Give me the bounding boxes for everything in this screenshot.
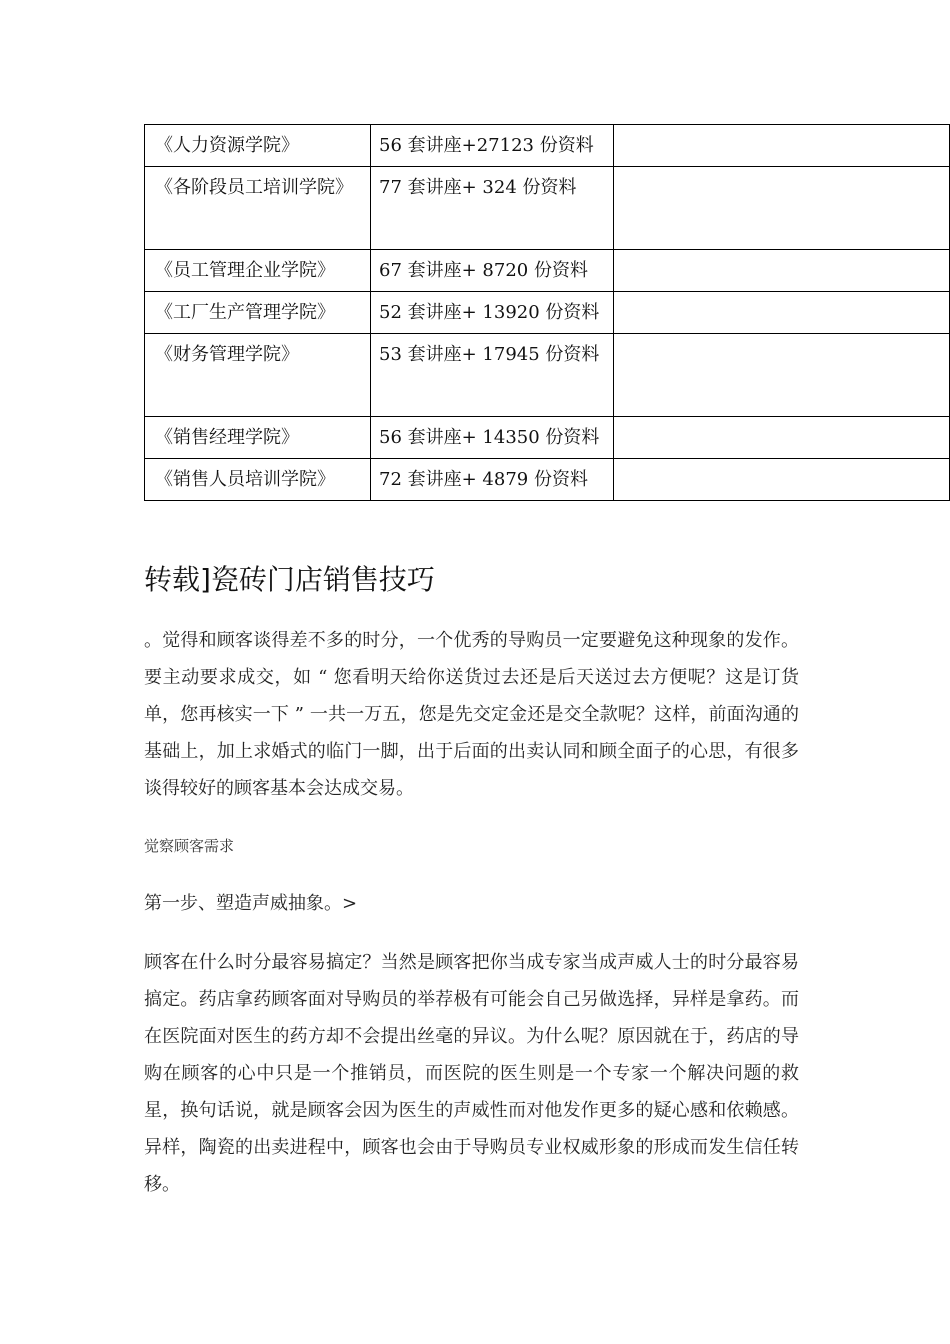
table-row [145, 334, 950, 417]
table-row [145, 167, 950, 250]
section-label: 觉察顾客需求 [144, 837, 235, 855]
course-name-cell: 《人力资源学院》 [145, 125, 371, 167]
course-extra-cell [614, 417, 950, 459]
course-detail-cell: 67 套讲座+ 8720 份资料 [371, 250, 614, 292]
course-detail-cell: 56 套讲座+ 14350 份资料 [371, 417, 614, 459]
table-row [145, 125, 950, 167]
course-extra-cell [614, 459, 950, 501]
article-paragraph-authority: 顾客在什么时分最容易搞定？当然是顾客把你当成专家当成声威人士的时分最容易搞定。药店拿药顾客面对导购员的举荐极有可能会自己另做选择，异样是拿药。而在医院面对医生的药方却不会提出丝毫的异议。为什么呢？原因就在于，药店的导购在顾客的心中只是一个推销员，而医院的医生则是一个专家一个解决问题的救星，换句话说，就是顾客会因为医生的声威性而对他发作更多的疑心感和依赖感。异样，陶瓷的出卖进程中，顾客也会由于导购员专业权威形象的形成而发生信任转移。 [144, 952, 799, 1195]
step-heading: 第一步、塑造声威抽象。> [144, 893, 358, 914]
course-detail-cell: 77 套讲座+ 324 份资料 [371, 167, 614, 250]
course-detail-cell: 56 套讲座+27123 份资料 [371, 125, 614, 167]
table-row [145, 459, 950, 501]
article-title: 转载]瓷砖门店销售技巧 [144, 563, 435, 596]
course-name-cell: 《各阶段员工培训学院》 [145, 167, 371, 250]
course-extra-cell [614, 250, 950, 292]
course-extra-cell [614, 334, 950, 417]
course-detail-cell: 53 套讲座+ 17945 份资料 [371, 334, 614, 417]
course-detail-cell: 72 套讲座+ 4879 份资料 [371, 459, 614, 501]
course-extra-cell [614, 167, 950, 250]
table-row [145, 250, 950, 292]
article-paragraph-closing: 。觉得和顾客谈得差不多的时分，一个优秀的导购员一定要避免这种现象的发作。要主动要求成交，如 “ 您看明天给你送货过去还是后天送过去方便呢？这是订货单，您再核实一下 ” 一共一万五，您是先交定金还是交全款呢？这样，前面沟通的基础上，加上求婚式的临门一脚，出于后面的出卖认同和顾全面子的心思，有很多谈得较好的顾客基本会达成交易。 [144, 630, 799, 799]
table-row [145, 417, 950, 459]
course-extra-cell [614, 292, 950, 334]
course-name-cell: 《财务管理学院》 [145, 334, 371, 417]
course-name-cell: 《销售经理学院》 [145, 417, 371, 459]
table-row [145, 292, 950, 334]
course-detail-cell: 52 套讲座+ 13920 份资料 [371, 292, 614, 334]
course-name-cell: 《销售人员培训学院》 [145, 459, 371, 501]
course-name-cell: 《员工管理企业学院》 [145, 250, 371, 292]
course-extra-cell [614, 125, 950, 167]
course-name-cell: 《工厂生产管理学院》 [145, 292, 371, 334]
course-table [144, 124, 950, 501]
